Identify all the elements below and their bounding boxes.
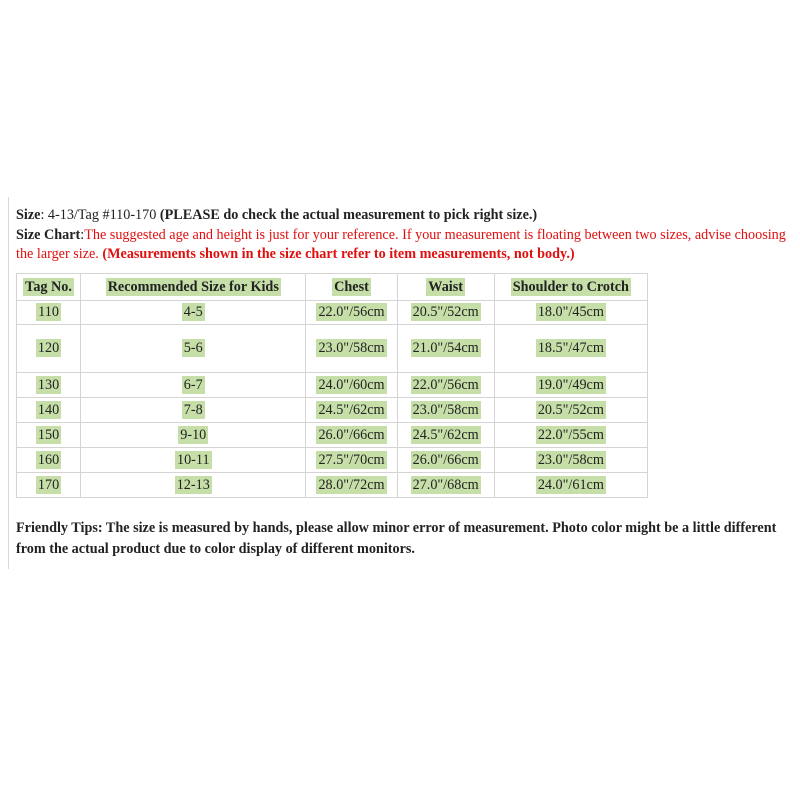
size-line xyxy=(16,206,796,226)
cell-chest-value: 22.0"/56cm xyxy=(318,304,385,320)
cell-chest xyxy=(306,448,397,473)
cell-waist xyxy=(397,423,494,448)
cell-size xyxy=(81,423,306,448)
cell-chest-value: 26.0"/66cm xyxy=(318,426,385,443)
cell-tag xyxy=(17,325,81,373)
cell-waist xyxy=(397,448,494,473)
cell-waist-value: 23.0"/58cm xyxy=(412,401,479,418)
cell-size-value: 10-11 xyxy=(176,451,210,468)
table-row xyxy=(17,398,648,423)
cell-tag xyxy=(17,373,81,398)
cell-waist xyxy=(397,373,494,398)
header-tag-no xyxy=(17,274,81,301)
table-row xyxy=(17,301,648,325)
table-header-row xyxy=(17,274,648,301)
header-waist-label: Waist xyxy=(428,278,463,295)
cell-shoulder-value: 23.0"/58cm xyxy=(537,451,604,468)
cell-size xyxy=(81,398,306,423)
cell-shoulder xyxy=(494,398,647,423)
cell-tag-value: 120 xyxy=(37,340,60,356)
header-waist xyxy=(397,274,494,301)
cell-waist-value: 22.0"/56cm xyxy=(412,376,479,393)
size-chart-sep: : xyxy=(80,226,85,243)
cell-chest xyxy=(306,423,397,448)
header-tag-no-label: Tag No. xyxy=(25,278,72,295)
cell-tag-value: 170 xyxy=(37,476,60,493)
cell-waist-value: 20.5"/52cm xyxy=(412,304,479,320)
cell-waist-value: 21.0"/54cm xyxy=(412,340,479,356)
cell-shoulder-value: 18.5"/47cm xyxy=(537,340,604,356)
cell-tag xyxy=(17,423,81,448)
cell-waist xyxy=(397,398,494,423)
cell-size-value: 6-7 xyxy=(183,376,203,393)
cell-shoulder xyxy=(494,373,647,398)
left-divider xyxy=(8,197,9,569)
cell-chest xyxy=(306,301,397,325)
cell-shoulder xyxy=(494,423,647,448)
size-chart-bold-note: (Measurements shown in the size chart refer to item measurements, not body.) xyxy=(102,246,575,262)
cell-chest xyxy=(306,325,397,373)
header-chest xyxy=(306,274,397,301)
table-row xyxy=(17,448,648,473)
cell-chest xyxy=(306,398,397,423)
cell-chest xyxy=(306,373,397,398)
size-note: (PLEASE do check the actual measurement to pick right size.) xyxy=(159,207,538,223)
cell-tag-value: 110 xyxy=(38,304,59,320)
cell-waist-value: 27.0"/68cm xyxy=(412,476,479,493)
header-recommended-size-label: Recommended Size for Kids xyxy=(107,278,279,295)
cell-shoulder xyxy=(494,325,647,373)
cell-size xyxy=(81,301,306,325)
cell-size-value: 4-5 xyxy=(183,304,203,320)
table-row xyxy=(17,325,648,373)
cell-waist-value: 26.0"/66cm xyxy=(412,451,479,468)
cell-shoulder-value: 24.0"/61cm xyxy=(537,476,604,493)
cell-size-value: 9-10 xyxy=(180,426,207,443)
cell-shoulder-value: 18.0"/45cm xyxy=(537,304,604,320)
table-row xyxy=(17,473,648,498)
cell-waist xyxy=(397,301,494,325)
cell-size xyxy=(81,325,306,373)
cell-chest-value: 24.5"/62cm xyxy=(318,401,385,418)
header-recommended-size xyxy=(81,274,306,301)
cell-waist-value: 24.5"/62cm xyxy=(412,426,479,443)
size-table xyxy=(16,273,648,498)
table-row xyxy=(17,423,648,448)
cell-shoulder xyxy=(494,301,647,325)
cell-size-value: 5-6 xyxy=(183,340,203,356)
cell-chest-value: 27.5"/70cm xyxy=(318,451,385,468)
cell-tag-value: 130 xyxy=(37,376,60,393)
header-shoulder-to-crotch xyxy=(494,274,647,301)
cell-tag-value: 160 xyxy=(37,451,60,468)
cell-chest-value: 28.0"/72cm xyxy=(318,476,385,493)
cell-tag xyxy=(17,398,81,423)
cell-size-value: 12-13 xyxy=(176,476,210,493)
cell-waist xyxy=(397,325,494,373)
cell-shoulder-value: 22.0"/55cm xyxy=(537,426,604,443)
table-row xyxy=(17,373,648,398)
cell-shoulder xyxy=(494,473,647,498)
size-chart-text: The suggested age and height is just for your reference. If your measurement is floating between two sizes, advise choosing the larger size. xyxy=(16,226,786,262)
size-label: Size xyxy=(16,207,41,223)
cell-shoulder xyxy=(494,448,647,473)
cell-tag xyxy=(17,301,81,325)
cell-size xyxy=(81,473,306,498)
cell-chest-value: 24.0"/60cm xyxy=(318,376,385,393)
size-description xyxy=(16,206,796,265)
cell-shoulder-value: 19.0"/49cm xyxy=(537,376,604,393)
cell-chest xyxy=(306,473,397,498)
size-chart-label: Size Chart xyxy=(16,226,81,243)
cell-tag-value: 150 xyxy=(37,426,60,443)
size-chart-line xyxy=(16,226,796,265)
cell-size xyxy=(81,373,306,398)
cell-tag-value: 140 xyxy=(37,401,60,418)
cell-tag xyxy=(17,473,81,498)
header-chest-label: Chest xyxy=(334,278,369,295)
cell-size xyxy=(81,448,306,473)
header-shoulder-label: Shoulder to Crotch xyxy=(512,278,629,295)
cell-tag xyxy=(17,448,81,473)
cell-size-value: 7-8 xyxy=(183,401,203,418)
cell-waist xyxy=(397,473,494,498)
size-value: : 4-13/Tag #110-170 xyxy=(40,207,160,223)
cell-chest-value: 23.0"/58cm xyxy=(318,340,385,356)
cell-shoulder-value: 20.5"/52cm xyxy=(537,401,604,418)
friendly-tips: Friendly Tips: The size is measured by hands, please allow minor error of measurement. Photo color might be a little different from the actual product due to color display of different monitors. xyxy=(16,520,777,557)
